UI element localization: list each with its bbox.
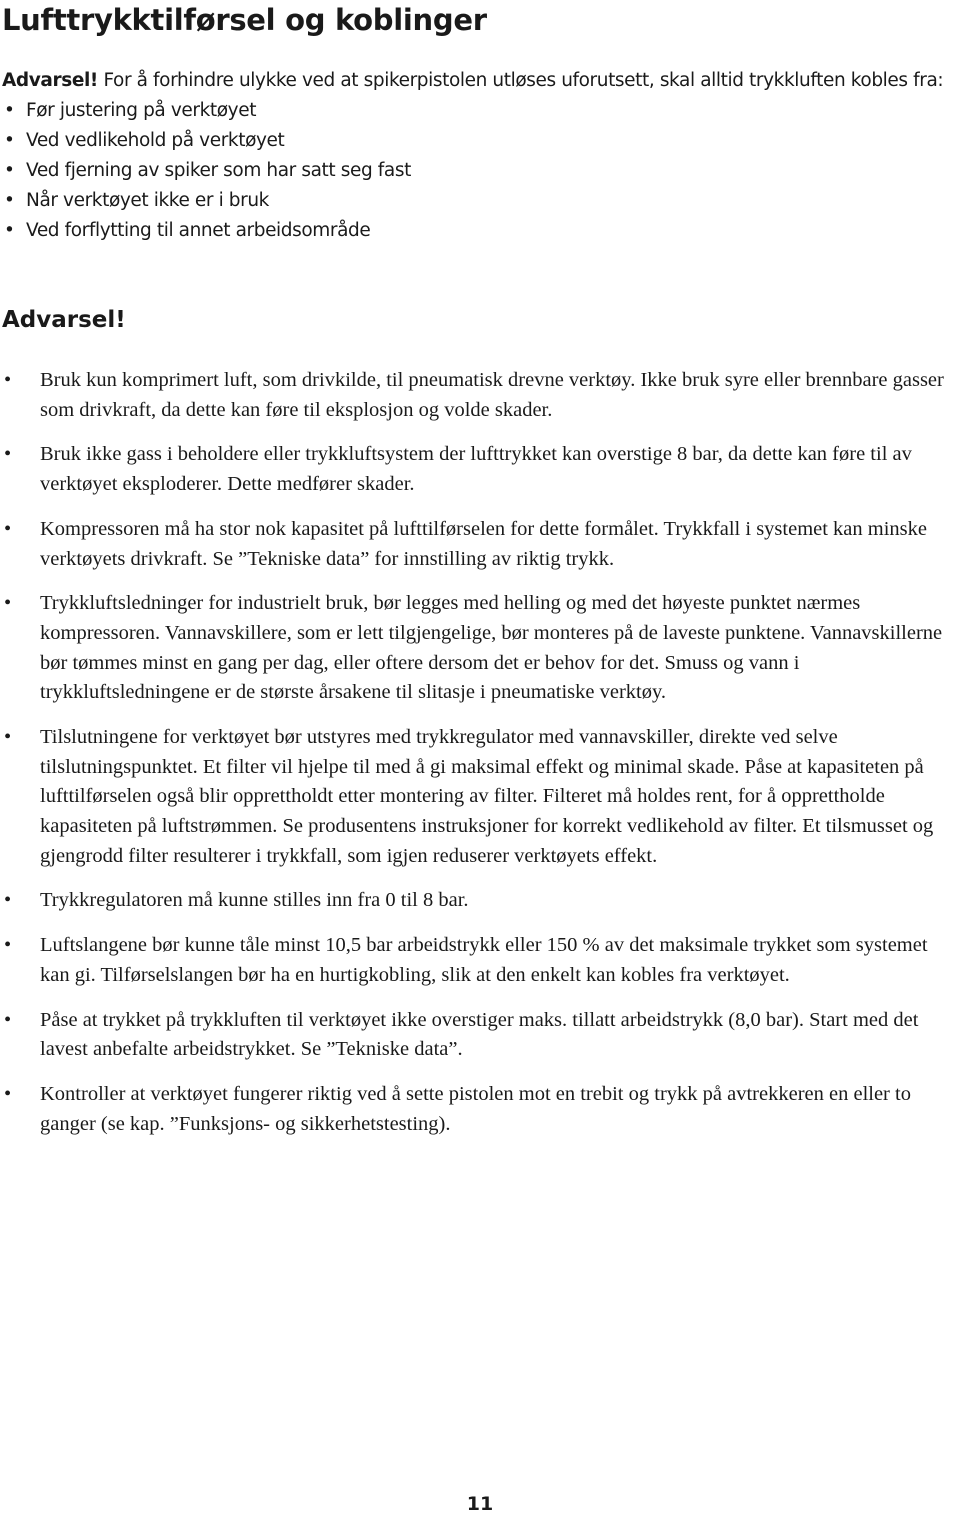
warning-item: • Kompressoren må ha stor nok kapasitet på lufttilførselen for dette formålet. Trykkfall i systemet kan minske verktøyets drivkraft. Se ”Tekniske data” for innstilling av riktig trykk. [0,515,952,574]
intro-text: For å forhindre ulykke ved at spikerpistolen utløses uforutsett, skal alltid trykkluften kobles fra: [97,70,944,91]
page-number: 11 [466,1493,494,1515]
warning-heading: Advarsel! [2,307,126,333]
list-item: • Ved fjerning av spiker som har satt seg fast [2,156,957,186]
warning-list [0,366,952,1155]
warning-item: • Bruk kun komprimert luft, som drivkilde, til pneumatisk drevne verktøy. Ikke bruk syre eller brennbare gasser som drivkraft, da dette kan føre til eksplosjon og volde skader. [0,366,952,425]
intro-paragraph [2,66,957,96]
list-item: • Ved vedlikehold på verktøyet [2,126,957,156]
warning-item: • Trykkregulatoren må kunne stilles inn fra 0 til 8 bar. [0,886,952,916]
warning-item: • Påse at trykket på trykkluften til verktøyet ikke overstiger maks. tillatt arbeidstrykk (8,0 bar). Start med det lavest anbefalte arbeidstrykket. Se ”Tekniske data”. [0,1006,952,1065]
disconnect-conditions-list [2,96,957,246]
list-item: • Før justering på verktøyet [2,96,957,126]
page-title: Lufttrykktilførsel og koblinger [2,3,487,37]
intro-warning-label: Advarsel! [2,70,98,91]
warning-item: • Tilslutningene for verktøyet bør utstyres med trykkregulator med vannavskiller, direkte ved selve tilslutningspunktet. Et filter vil hjelpe til med å gi maksimal effekt og minimal skade. Påse at kapasiteten på lufttilførselen også blir opprettholdt etter montering av filter. Filteret må holdes rent, for å opprettholde kapasiteten på luftstrømmen. Se produsentens instruksjoner for korrekt vedlikehold av filter. Et tilsmusset og gjengrodd filter resulterer i trykkfall, som igjen reduserer verktøyets effekt. [0,723,952,871]
warning-item: • Trykkluftsledninger for industrielt bruk, bør legges med helling og med det høyeste punktet nærmes kompressoren. Vannavskillere, som er lett tilgjengelige, bør monteres på de laveste punktene. Vannavskillerne bør tømmes minst en gang per dag, eller oftere dersom det er behov for det. Smuss og vann i trykkluftsledningene er de største årsakene til slitasje i pneumatiske verktøy. [0,589,952,707]
warning-item: • Luftslangene bør kunne tåle minst 10,5 bar arbeidstrykk eller 150 % av det maksimale trykket som systemet kan gi. Tilførselslangen bør ha en hurtigkobling, slik at den enkelt kan kobles fra verktøyet. [0,931,952,990]
intro-warning [2,66,957,246]
list-item: • Ved forflytting til annet arbeidsområde [2,216,957,246]
warning-item: • Kontroller at verktøyet fungerer riktig ved å sette pistolen mot en trebit og trykk på avtrekkeren en eller to ganger (se kap. ”Funksjons- og sikkerhetstesting). [0,1080,952,1139]
list-item: • Når verktøyet ikke er i bruk [2,186,957,216]
warning-item: • Bruk ikke gass i beholdere eller trykkluftsystem der lufttrykket kan overstige 8 bar, da dette kan føre til av verktøyet eksploderer. Dette medfører skader. [0,440,952,499]
